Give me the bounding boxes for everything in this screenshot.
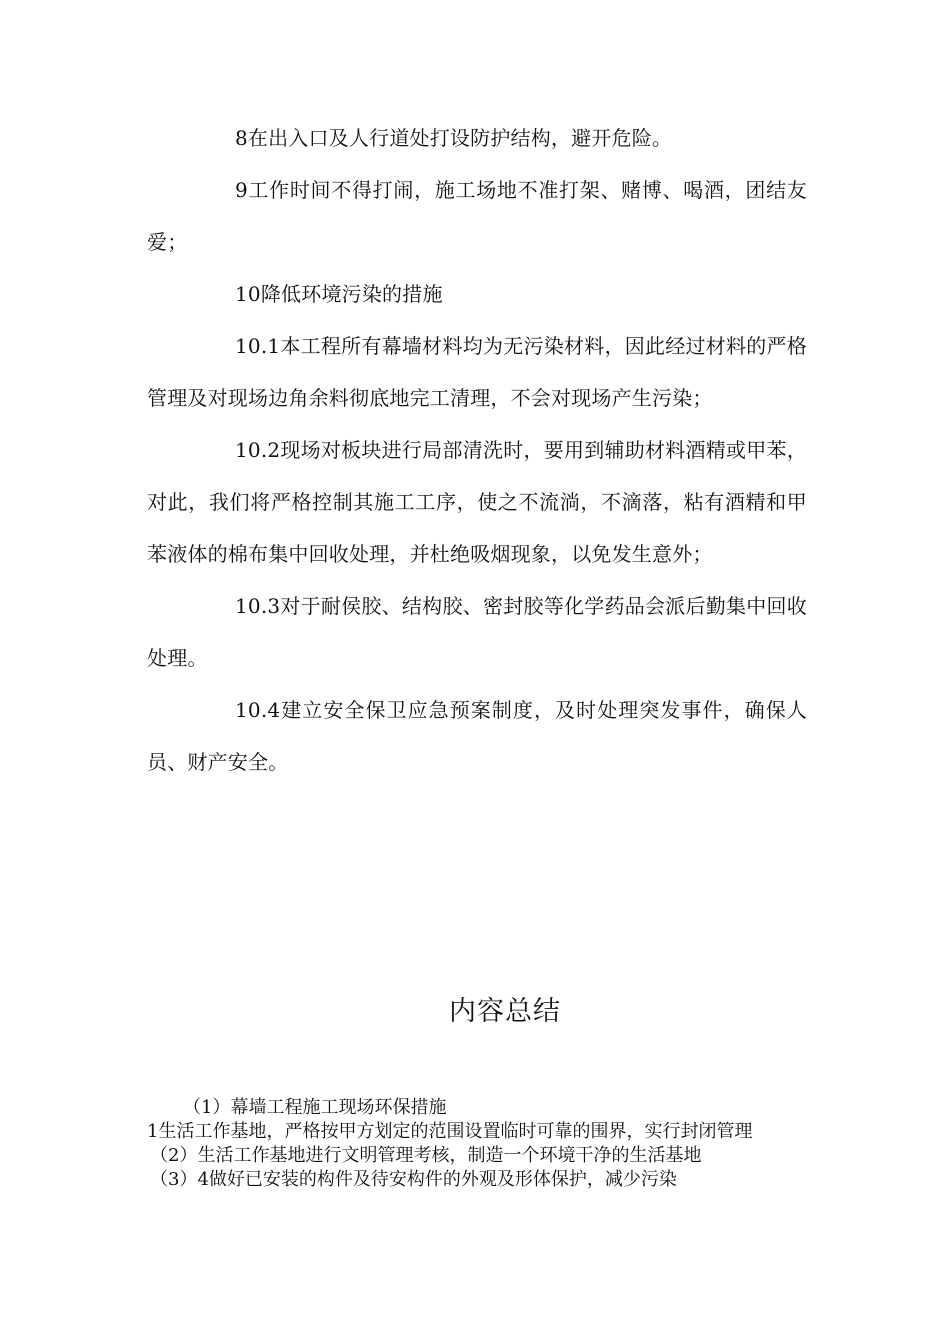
summary-line-1: （1）幕墙工程施工现场环保措施 xyxy=(183,1097,447,1118)
summary-line-3: （2）生活工作基地进行文明管理考核，制造一个环境干净的生活基地 xyxy=(150,1145,702,1166)
paragraph-10-heading: 10降低环境污染的措施 xyxy=(235,282,443,306)
body-text xyxy=(147,112,807,788)
paragraph-8: 8在出入口及人行道处打设防护结构，避开危险。 xyxy=(235,126,673,150)
summary-title: 内容总结 xyxy=(449,996,561,1027)
paragraph-10-3: 10.3对于耐侯胶、结构胶、密封胶等化学药品会派后勤集中回收处理。 xyxy=(147,594,807,670)
summary-line-2: 1生活工作基地，严格按甲方划定的范围设置临时可靠的围界，实行封闭管理 xyxy=(147,1121,753,1142)
summary-line-4: （3）4做好已安装的构件及待安构件的外观及形体保护，减少污染 xyxy=(150,1169,677,1190)
paragraph-10-1: 10.1本工程所有幕墙材料均为无污染材料，因此经过材料的严格管理及对现场边角余料彻底地完工清理，不会对现场产生污染； xyxy=(147,334,807,410)
summary-list xyxy=(147,1096,809,1192)
paragraph-9: 9工作时间不得打闹，施工场地不准打架、赌博、喝酒，团结友爱； xyxy=(147,178,807,254)
paragraph-10-2: 10.2现场对板块进行局部清洗时，要用到辅助材料酒精或甲苯，对此，我们将严格控制其施工工序，使之不流淌，不滴落，粘有酒精和甲苯液体的棉布集中回收处理，并杜绝吸烟现象，以免发生意外； xyxy=(147,438,807,566)
paragraph-10-4: 10.4建立安全保卫应急预案制度，及时处理突发事件，确保人员、财产安全。 xyxy=(147,698,807,774)
